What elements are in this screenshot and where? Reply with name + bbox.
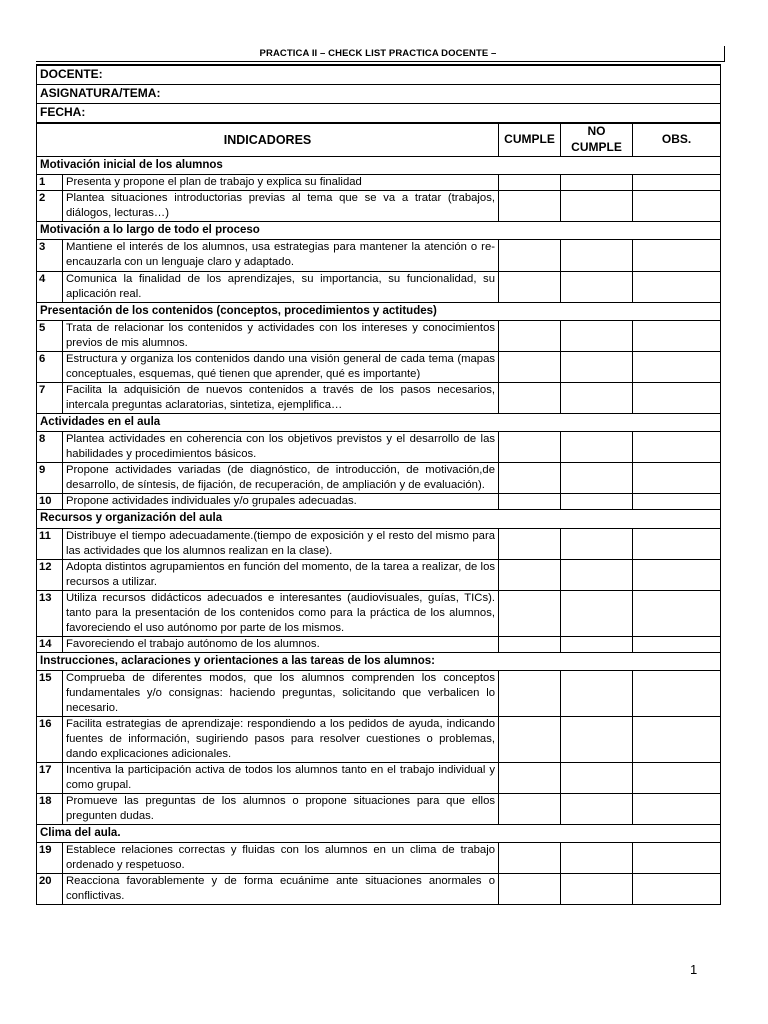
indicator-text: Comunica la finalidad de los aprendizajes, su importancia, su funcionalidad, su aplicación real. xyxy=(63,271,499,302)
indicator-row xyxy=(37,528,721,559)
column-cumple: CUMPLE xyxy=(499,123,561,157)
indicator-row xyxy=(37,794,721,825)
no-cumple-cell[interactable] xyxy=(561,494,633,510)
section-title: Recursos y organización del aula xyxy=(37,510,721,528)
no-cumple-cell[interactable] xyxy=(561,590,633,636)
cumple-cell[interactable] xyxy=(499,351,561,382)
indicator-number: 3 xyxy=(37,240,63,271)
no-cumple-cell[interactable] xyxy=(561,717,633,763)
column-obs: OBS. xyxy=(633,123,721,157)
obs-cell[interactable] xyxy=(633,843,721,874)
indicator-row xyxy=(37,351,721,382)
obs-cell[interactable] xyxy=(633,763,721,794)
indicator-text: Plantea situaciones introductorias previas al tema que se va a tratar (trabajos, diálogos, lecturas…) xyxy=(63,191,499,222)
indicator-text: Distribuye el tiempo adecuadamente.(tiempo de exposición y el resto del mismo para las actividades que los alumnos realizan en la clase). xyxy=(63,528,499,559)
obs-cell[interactable] xyxy=(633,382,721,413)
cumple-cell[interactable] xyxy=(499,432,561,463)
cumple-cell[interactable] xyxy=(499,175,561,191)
indicator-number: 4 xyxy=(37,271,63,302)
indicator-number: 2 xyxy=(37,191,63,222)
indicator-number: 7 xyxy=(37,382,63,413)
no-cumple-cell[interactable] xyxy=(561,874,633,905)
cumple-cell[interactable] xyxy=(499,636,561,652)
cumple-cell[interactable] xyxy=(499,494,561,510)
checklist-table xyxy=(36,64,721,905)
header-row-docente xyxy=(37,65,721,84)
indicator-text: Trata de relacionar los contenidos y actividades con los intereses y conocimientos previos de mis alumnos. xyxy=(63,320,499,351)
indicator-text: Reacciona favorablemente y de forma ecuánime ante situaciones anormales o conflictivas. xyxy=(63,874,499,905)
indicator-row xyxy=(37,271,721,302)
indicator-text: Promueve las preguntas de los alumnos o propone situaciones para que ellos pregunten dudas. xyxy=(63,794,499,825)
cumple-cell[interactable] xyxy=(499,382,561,413)
indicator-number: 19 xyxy=(37,843,63,874)
no-cumple-cell[interactable] xyxy=(561,670,633,716)
indicator-number: 1 xyxy=(37,175,63,191)
indicator-text: Presenta y propone el plan de trabajo y explica su finalidad xyxy=(63,175,499,191)
fecha-label: FECHA: xyxy=(37,103,721,122)
obs-cell[interactable] xyxy=(633,528,721,559)
title-underline xyxy=(36,61,725,62)
obs-cell[interactable] xyxy=(633,175,721,191)
indicator-text: Incentiva la participación activa de todos los alumnos tanto en el trabajo individual y como grupal. xyxy=(63,763,499,794)
obs-cell[interactable] xyxy=(633,494,721,510)
no-cumple-cell[interactable] xyxy=(561,528,633,559)
section-title: Motivación inicial de los alumnos xyxy=(37,156,721,174)
no-cumple-cell[interactable] xyxy=(561,240,633,271)
indicator-row xyxy=(37,590,721,636)
section-title: Actividades en el aula xyxy=(37,413,721,431)
asignatura-label: ASIGNATURA/TEMA: xyxy=(37,84,721,103)
obs-cell[interactable] xyxy=(633,463,721,494)
no-cumple-cell[interactable] xyxy=(561,432,633,463)
indicator-text: Propone actividades variadas (de diagnóstico, de introducción, de motivación,de desarrollo, de síntesis, de fijación, de recuperación, de ampliación y de evaluación). xyxy=(63,463,499,494)
cumple-cell[interactable] xyxy=(499,320,561,351)
obs-cell[interactable] xyxy=(633,670,721,716)
column-no-cumple: NO CUMPLE xyxy=(561,123,633,157)
indicator-text: Utiliza recursos didácticos adecuados e interesantes (audiovisuales, guías, TICs). tanto para la presentación de los contenidos como para la práctica de los alumnos, favoreciendo el uso autónomo por parte de los mismos. xyxy=(63,590,499,636)
cumple-cell[interactable] xyxy=(499,463,561,494)
cumple-cell[interactable] xyxy=(499,843,561,874)
indicator-number: 6 xyxy=(37,351,63,382)
obs-cell[interactable] xyxy=(633,794,721,825)
indicator-row xyxy=(37,636,721,652)
cumple-cell[interactable] xyxy=(499,590,561,636)
checklist-body xyxy=(37,65,721,905)
obs-cell[interactable] xyxy=(633,240,721,271)
obs-cell[interactable] xyxy=(633,874,721,905)
section-row xyxy=(37,413,721,431)
obs-cell[interactable] xyxy=(633,351,721,382)
indicator-row xyxy=(37,191,721,222)
section-title: Instrucciones, aclaraciones y orientaciones a las tareas de los alumnos: xyxy=(37,652,721,670)
indicator-number: 14 xyxy=(37,636,63,652)
indicator-row xyxy=(37,763,721,794)
page-number: 1 xyxy=(690,962,698,977)
indicator-text: Adopta distintos agrupamientos en función del momento, de la tarea a realizar, de los recursos a utilizar. xyxy=(63,559,499,590)
indicator-number: 10 xyxy=(37,494,63,510)
cumple-cell[interactable] xyxy=(499,670,561,716)
cumple-cell[interactable] xyxy=(499,794,561,825)
indicator-text: Mantiene el interés de los alumnos, usa estrategias para mantener la atención o re-encauzarla con un lenguaje claro y adaptado. xyxy=(63,240,499,271)
indicator-text: Plantea actividades en coherencia con los objetivos previstos y el desarrollo de las habilidades y procedimientos básicos. xyxy=(63,432,499,463)
section-row xyxy=(37,652,721,670)
section-title: Clima del aula. xyxy=(37,825,721,843)
obs-cell[interactable] xyxy=(633,636,721,652)
no-cumple-cell[interactable] xyxy=(561,351,633,382)
indicator-number: 11 xyxy=(37,528,63,559)
cumple-cell[interactable] xyxy=(499,717,561,763)
indicator-row xyxy=(37,382,721,413)
indicator-text: Facilita la adquisición de nuevos contenidos a través de los pasos necesarios, intercala preguntas aclaratorias, sintetiza, ejemplifica… xyxy=(63,382,499,413)
indicator-row xyxy=(37,494,721,510)
indicator-row xyxy=(37,717,721,763)
indicator-number: 13 xyxy=(37,590,63,636)
indicator-row xyxy=(37,463,721,494)
section-title: Presentación de los contenidos (conceptos, procedimientos y actitudes) xyxy=(37,302,721,320)
cumple-cell[interactable] xyxy=(499,271,561,302)
cumple-cell[interactable] xyxy=(499,559,561,590)
indicator-number: 9 xyxy=(37,463,63,494)
indicator-number: 8 xyxy=(37,432,63,463)
no-cumple-cell[interactable] xyxy=(561,559,633,590)
indicator-text: Estructura y organiza los contenidos dando una visión general de cada tema (mapas conceptuales, esquemas, qué tienen que aprender, qué es importante) xyxy=(63,351,499,382)
no-cumple-cell[interactable] xyxy=(561,191,633,222)
section-row xyxy=(37,222,721,240)
header-row-asignatura xyxy=(37,84,721,103)
obs-cell[interactable] xyxy=(633,432,721,463)
obs-cell[interactable] xyxy=(633,559,721,590)
cumple-cell[interactable] xyxy=(499,874,561,905)
obs-cell[interactable] xyxy=(633,717,721,763)
section-row xyxy=(37,156,721,174)
docente-label: DOCENTE: xyxy=(37,65,721,84)
column-header-row xyxy=(37,123,721,157)
section-row xyxy=(37,510,721,528)
obs-cell[interactable] xyxy=(633,191,721,222)
section-row xyxy=(37,302,721,320)
indicator-row xyxy=(37,559,721,590)
indicator-row xyxy=(37,175,721,191)
indicator-text: Propone actividades individuales y/o grupales adecuadas. xyxy=(63,494,499,510)
indicator-number: 16 xyxy=(37,717,63,763)
indicator-number: 5 xyxy=(37,320,63,351)
cumple-cell[interactable] xyxy=(499,528,561,559)
no-cumple-cell[interactable] xyxy=(561,175,633,191)
no-cumple-cell[interactable] xyxy=(561,843,633,874)
indicator-number: 20 xyxy=(37,874,63,905)
no-cumple-cell[interactable] xyxy=(561,636,633,652)
indicator-number: 12 xyxy=(37,559,63,590)
section-row xyxy=(37,825,721,843)
no-cumple-cell[interactable] xyxy=(561,794,633,825)
indicator-text: Facilita estrategias de aprendizaje: respondiendo a los pedidos de ayuda, indicando fuentes de información, sugiriendo pasos para resolver cuestiones o problemas, dando explicaciones adicionales. xyxy=(63,717,499,763)
indicator-number: 17 xyxy=(37,763,63,794)
document-title: PRACTICA II – CHECK LIST PRACTICA DOCENTE – xyxy=(259,48,497,59)
indicator-text: Comprueba de diferentes modos, que los alumnos comprenden los conceptos fundamentales y/o consignas: haciendo preguntas, solicitando que verbalicen lo necesario. xyxy=(63,670,499,716)
cumple-cell[interactable] xyxy=(499,191,561,222)
obs-cell[interactable] xyxy=(633,590,721,636)
obs-cell[interactable] xyxy=(633,320,721,351)
indicator-row xyxy=(37,240,721,271)
indicator-row xyxy=(37,320,721,351)
cumple-cell[interactable] xyxy=(499,240,561,271)
indicator-row xyxy=(37,432,721,463)
no-cumple-cell[interactable] xyxy=(561,463,633,494)
no-cumple-cell[interactable] xyxy=(561,320,633,351)
indicator-number: 18 xyxy=(37,794,63,825)
title-rule xyxy=(724,46,725,62)
cumple-cell[interactable] xyxy=(499,763,561,794)
indicator-row xyxy=(37,874,721,905)
no-cumple-cell[interactable] xyxy=(561,271,633,302)
indicator-row xyxy=(37,670,721,716)
indicator-text: Establece relaciones correctas y fluidas con los alumnos en un clima de trabajo ordenado y respetuoso. xyxy=(63,843,499,874)
obs-cell[interactable] xyxy=(633,271,721,302)
section-title: Motivación a lo largo de todo el proceso xyxy=(37,222,721,240)
indicator-row xyxy=(37,843,721,874)
no-cumple-cell[interactable] xyxy=(561,763,633,794)
indicator-number: 15 xyxy=(37,670,63,716)
column-indicadores: INDICADORES xyxy=(37,123,499,157)
header-row-fecha xyxy=(37,103,721,122)
indicator-text: Favoreciendo el trabajo autónomo de los alumnos. xyxy=(63,636,499,652)
no-cumple-cell[interactable] xyxy=(561,382,633,413)
